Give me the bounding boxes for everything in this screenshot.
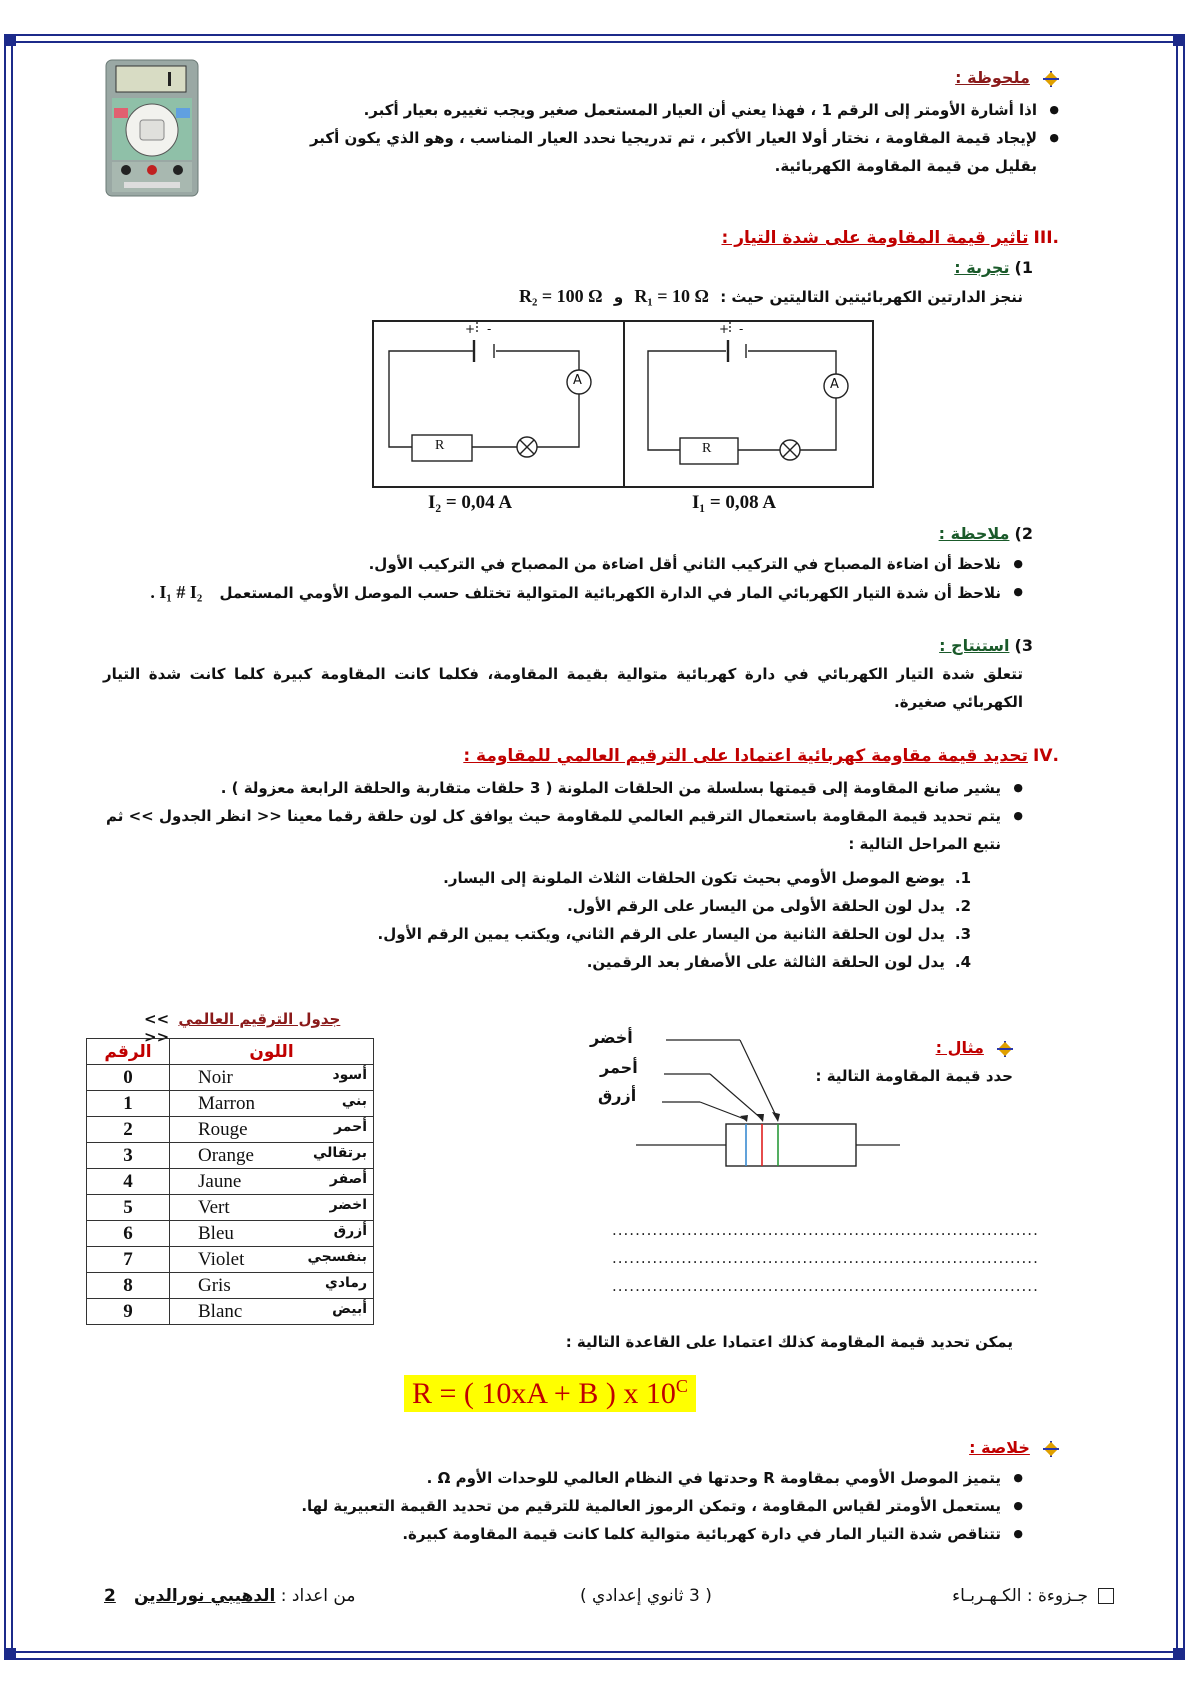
- list-item: ● نلاحظ أن شدة التيار الكهربائي المار في الدارة الكهربائية المتوالية تختلف حسب الموصل الأومي المستعمل I₁ # I₂ .: [123, 578, 1023, 607]
- step-item: 3.يدل لون الحلقة الثانية من اليسار على الرقم الثاني، ويكتب يمين الرقم الأول.: [377, 925, 971, 943]
- color-cell: [170, 1117, 374, 1143]
- arrow-bullet-icon: [997, 1041, 1013, 1057]
- ammeter-label: A: [573, 373, 582, 388]
- color-name-fr: Jaune: [198, 1170, 242, 1192]
- list-item: ● يستعمل الأومتر لقياس المقاومة ، وتمكن الرموز العالمية للترقيم من تحديد القيمة التعبيرية لها.: [123, 1492, 1023, 1520]
- experiment-title: تجربة :: [954, 258, 1010, 277]
- color-name-ar: أحمر: [334, 1118, 367, 1135]
- color-name-ar: رمادي: [325, 1274, 367, 1291]
- arrow-bullet-icon: [1043, 1441, 1059, 1457]
- observation-heading: [333, 524, 1033, 543]
- color-name-ar: أصفر: [329, 1170, 367, 1187]
- note-section: [159, 66, 1059, 90]
- arrow-bullet-icon: [1043, 71, 1059, 87]
- section-number: .III: [1033, 228, 1059, 248]
- step-item: 1.يوضع الموصل الأومي بحيث تكون الحلقات الثلاث الملونة إلى اليسار.: [443, 869, 971, 887]
- list-item: ● نلاحظ أن اضاءة المصباح في التركيب الثاني أقل اضاءة من المصباح في التركيب الأول.: [123, 550, 1023, 578]
- color-cell: [170, 1299, 374, 1325]
- color-name-fr: Orange: [198, 1144, 254, 1166]
- color-name-ar: بني: [341, 1092, 367, 1109]
- page-number: 2: [104, 1586, 116, 1606]
- digit-cell: 4: [87, 1169, 170, 1195]
- step-item: 2.يدل لون الحلقة الأولى من اليسار على الرقم الأول.: [567, 897, 971, 915]
- answer-line: ..........................................................................: [612, 1277, 1039, 1295]
- battery-plus-label: +: [719, 322, 730, 336]
- color-cell: [170, 1273, 374, 1299]
- color-cell: [170, 1065, 374, 1091]
- table-row: [87, 1273, 374, 1299]
- item-number: 1): [1014, 258, 1033, 277]
- section-number: .IV: [1033, 746, 1059, 766]
- digit-cell: 1: [87, 1091, 170, 1117]
- list-item: ● تتناقص شدة التيار المار في دارة كهربائية متوالية كلما كانت قيمة المقاومة كبيرة.: [123, 1520, 1023, 1548]
- experiment-text: ننجز الدارتين الكهربائيتين التاليتين حيث : R₁ = 10 Ω و R₂ = 100 Ω: [519, 286, 1023, 306]
- unit-title: جـزوءة : الكـهـربـاء: [952, 1586, 1088, 1606]
- color-cell: [170, 1195, 374, 1221]
- color-name-ar: أزرق: [333, 1222, 367, 1239]
- frame-corner: [4, 34, 16, 46]
- circuit-1: [648, 322, 848, 464]
- color-code-table: [86, 1038, 374, 1325]
- step-item: 4.يدل لون الحلقة الثالثة على الأصفار بعد الرقمين.: [586, 953, 971, 971]
- note-list: [299, 96, 1059, 180]
- steps-list: [271, 864, 971, 976]
- band-label-red: أحمر: [600, 1058, 638, 1077]
- summary-list: [123, 1464, 1023, 1548]
- digit-cell: 8: [87, 1273, 170, 1299]
- author: من اعداد : الدهيبي نورالدين: [134, 1586, 356, 1606]
- color-name-ar: بنفسجي: [307, 1248, 367, 1265]
- color-name-fr: Rouge: [198, 1118, 248, 1140]
- resistor-label: R: [702, 441, 712, 456]
- color-name-fr: Gris: [198, 1274, 231, 1296]
- section-title: تاثير قيمة المقاومة على شدة التيار :: [721, 228, 1029, 248]
- table-header-row: الرقم اللون: [87, 1039, 374, 1065]
- color-name-ar: اخضر: [329, 1196, 367, 1213]
- current-i1: I₁ = 0,08 A: [692, 492, 777, 513]
- color-cell: [170, 1169, 374, 1195]
- table-row: [87, 1247, 374, 1273]
- observation-list: [123, 550, 1023, 607]
- list-item: ● يتم تحديد قيمة المقاومة باستعمال الترقيم العالمي للمقاومة حيث يوافق كل لون حلقة رقما معينا << انظر الجدول >> ثم نتبع المراحل التالية :: [103, 802, 1023, 858]
- list-item: ● اذا أشارة الأومتر إلى الرقم 1 ، فهذا يعني أن العيار المستعمل صغير ويجب تغييره بعيار أكبر.: [299, 96, 1059, 124]
- frame-corner: [4, 1648, 16, 1660]
- color-cell: [170, 1143, 374, 1169]
- color-name-fr: Bleu: [198, 1222, 234, 1244]
- band-label-green: أخضر: [590, 1028, 633, 1047]
- conclusion-heading: [333, 636, 1033, 655]
- checkbox-square-icon: [1098, 1588, 1114, 1604]
- r1-value: R₁ = 10 Ω: [634, 286, 709, 306]
- color-cell: [170, 1091, 374, 1117]
- conclusion-title: استنتاج :: [939, 636, 1010, 655]
- battery-minus-label: -: [487, 322, 492, 336]
- rule-text: يمكن تحديد قيمة المقاومة كذلك اعتمادا على القاعدة التالية :: [565, 1333, 1013, 1351]
- digit-cell: 5: [87, 1195, 170, 1221]
- resistor-label: R: [435, 438, 445, 453]
- item-number: 3): [1014, 636, 1033, 655]
- section-4-heading: [159, 746, 1059, 766]
- color-name-ar: أبيض: [332, 1300, 367, 1317]
- observation-title: ملاحظة :: [938, 524, 1010, 543]
- item-number: 2): [1014, 524, 1033, 543]
- conclusion-text: تتعلق شدة التيار الكهربائي في دارة كهربائية متوالية بقيمة المقاومة، فكلما كانت المقاومة كبيرة كلما كانت شدة التيار الكهربائي صغيرة.: [103, 665, 1023, 711]
- current-i2: I₂ = 0,04 A: [428, 492, 513, 513]
- ammeter-label: A: [830, 377, 839, 392]
- digit-cell: 9: [87, 1299, 170, 1325]
- section-4-list: [103, 774, 1023, 858]
- note-title: ملحوظة :: [955, 68, 1030, 87]
- summary-title: خلاصة :: [969, 1438, 1030, 1457]
- table-row: [87, 1065, 374, 1091]
- color-name-ar: برتقالي: [313, 1144, 367, 1161]
- level: ( 3 ثانوي إعدادي ): [580, 1586, 712, 1606]
- digit-cell: 3: [87, 1143, 170, 1169]
- table-row: [87, 1221, 374, 1247]
- list-item: ● يشير صانع المقاومة إلى قيمتها بسلسلة من الحلقات الملونة ( 3 حلقات متقاربة والحلقة الرابعة معزولة ) .: [103, 774, 1023, 802]
- current-inequality: I₁ # I₂ .: [150, 582, 203, 602]
- example-text: حدد قيمة المقاومة التالية :: [815, 1067, 1013, 1085]
- experiment-heading: [333, 258, 1033, 277]
- answer-line: ..........................................................................: [612, 1221, 1039, 1239]
- frame-corner: [1173, 34, 1185, 46]
- circuits-figure: [372, 320, 874, 488]
- table-row: [87, 1169, 374, 1195]
- resistance-formula: R = ( 10xA + B ) x $10^C$: [404, 1376, 696, 1411]
- color-name-fr: Marron: [198, 1092, 255, 1114]
- digit-cell: 6: [87, 1221, 170, 1247]
- digit-cell: 0: [87, 1065, 170, 1091]
- section-title: تحديد قيمة مقاومة كهربائية اعتمادا على الترقيم العالمي للمقاومة :: [463, 746, 1028, 766]
- color-name-fr: Blanc: [198, 1300, 243, 1322]
- frame-corner: [1173, 1648, 1185, 1660]
- list-item: ● لإيجاد قيمة المقاومة ، نختار أولا العيار الأكبر ، تم تدريجيا نحدد العيار المناسب ، وهو الذي يكون أكبر بقليل من قيمة المقاومة الكهربائية.: [299, 124, 1059, 180]
- footer: [104, 1586, 1114, 1612]
- color-cell: [170, 1221, 374, 1247]
- digit-cell: 7: [87, 1247, 170, 1273]
- answer-lines: [612, 1216, 1039, 1300]
- color-cell: [170, 1247, 374, 1273]
- list-item: ● يتميز الموصل الأومي بمقاومة R وحدتها في النظام العالمي للوحدات الأوم Ω .: [123, 1464, 1023, 1492]
- resistor-diagram: [560, 1022, 900, 1172]
- circuit-2: [389, 322, 591, 461]
- color-name-ar: أسود: [332, 1066, 367, 1083]
- table-row: [87, 1091, 374, 1117]
- band-label-blue: أزرق: [598, 1086, 637, 1105]
- battery-plus-label: +: [465, 322, 476, 336]
- table-row: [87, 1117, 374, 1143]
- table-caption: << جدول الترقيم العالمي >>: [144, 1010, 341, 1046]
- color-name-fr: Violet: [198, 1248, 245, 1270]
- table-row: [87, 1195, 374, 1221]
- example-title: مثال :: [935, 1038, 984, 1057]
- table-row: [87, 1143, 374, 1169]
- section-3-heading: [159, 228, 1059, 248]
- digit-cell: 2: [87, 1117, 170, 1143]
- color-name-fr: Noir: [198, 1066, 233, 1088]
- color-name-fr: Vert: [198, 1196, 230, 1218]
- r2-value: R₂ = 100 Ω: [519, 286, 603, 306]
- battery-minus-label: -: [739, 322, 744, 336]
- answer-line: ..........................................................................: [612, 1249, 1039, 1267]
- table-row: [87, 1299, 374, 1325]
- summary-heading: [159, 1436, 1059, 1460]
